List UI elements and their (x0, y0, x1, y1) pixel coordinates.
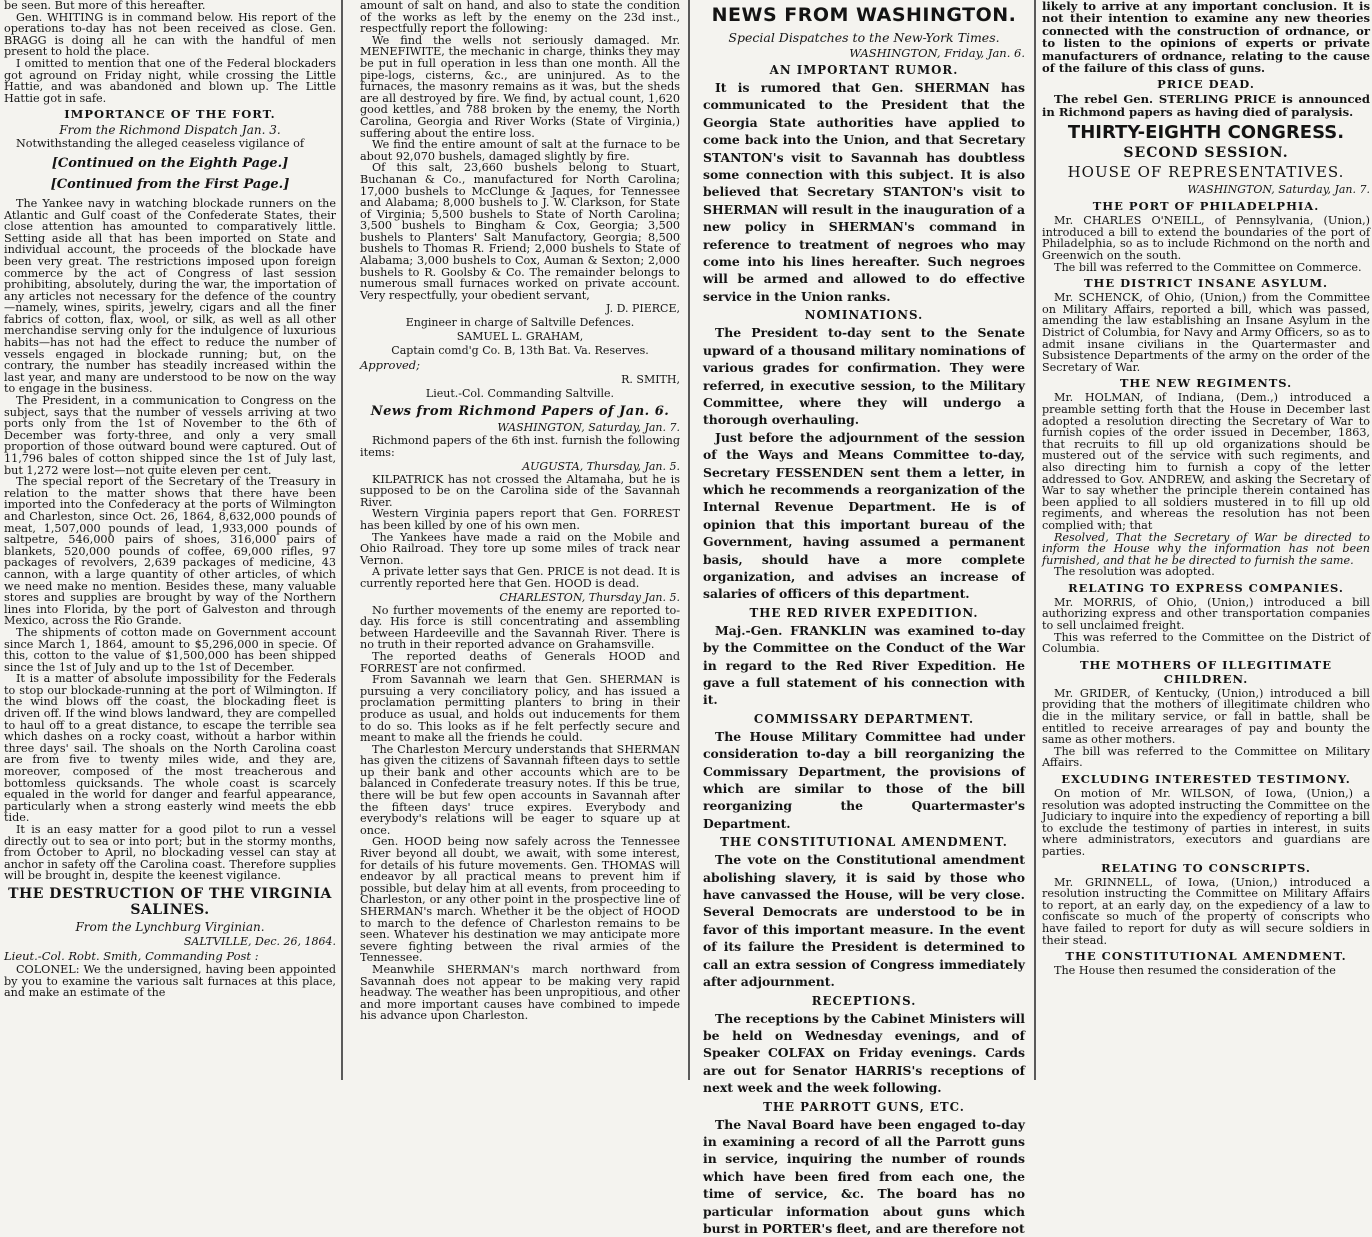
paragraph: Mr. GRIDER, of Kentucky, (Union,) introduced a bill providing that the mothers of illegitimate children who die in the military service, or fall in battle, shall be entitled to receive arrearages of pay and bounty the same as other mothers. (1042, 686, 1370, 747)
article-headline: THE DESTRUCTION OF THE VIRGINIA SALINES. (8, 885, 332, 918)
paragraph: The bill was referred to the Committee on Military Affairs. (1042, 744, 1370, 770)
dateline: WASHINGTON, Friday, Jan. 6. (849, 46, 1025, 60)
dateline: CHARLESTON, Thursday Jan. 5. (499, 590, 680, 604)
paragraph: be seen. But more of this hereafter. (4, 0, 206, 12)
paragraph: Mr. MORRIS, of Ohio, (Union,) introduced a bill authorizing express and other transportation companies to sell unclaimed freight. (1042, 595, 1370, 633)
paragraph: KILPATRICK has not crossed the Altamaha, but he is supposed to be on the Carolina side of the Savannah River. (360, 472, 680, 509)
dateline: AUGUSTA, Thursday, Jan. 5. (522, 459, 680, 473)
source-line: From the Lynchburg Virginian. (75, 919, 265, 934)
signature: R. SMITH, (621, 373, 680, 387)
paragraph: On motion of Mr. WILSON, of Iowa, (Union,) a resolution was adopted instructing the Committee on the Judiciary to inquire into the expediency of reporting a bill to exclude the testimony of parties in interest, in suits where administrators, executors and guardians are parties. (1042, 787, 1370, 858)
column-4 (1038, 0, 1372, 1080)
signature-title: Lieut.-Col. Commanding Saltville. (425, 387, 615, 401)
paragraph: COLONEL: We the undersigned, having been appointed by you to examine the various salt furnaces at this place, and make an estimate of the (4, 962, 336, 1000)
source-line: From the Richmond Dispatch Jan. 3. (59, 123, 281, 138)
paragraph: Resolved, That the Secretary of War be directed to inform the House why the information has not been furnished, and that he be directed to furnish the same. (1042, 530, 1370, 567)
addressee: Lieut.-Col. Robt. Smith, Commanding Post : (4, 948, 259, 963)
signature: J. D. PIERCE, (606, 302, 680, 316)
article-masthead: NEWS FROM WASHINGTON. (711, 4, 1017, 26)
paragraph: It is an easy matter for a good pilot to run a vessel directly out to sea or into port; but in the stormy months, from October to April, no blockading vessel can stay at anchor in safety off the Carolina coast. Therefore supplies will be brought in, despite the keenest vigilance. (4, 823, 336, 883)
paragraph: The special report of the Secretary of the Treasury in relation to the matter shows that there have been imported into the Confederacy at the ports of Wilmington and Charleston, since Oct. 26, 1864, 8,632,000 pounds of meat, 1,507,000 pounds of lead, 1,933,000 pounds of saltpetre, 546,000 pairs of shoes, 316,000 pairs of blankets, 520,000 pounds of coffee, 69,000 rifles, 97 packages of revolvers, 2,639 packages of medicine, 43 cannon, with a large quantity of other articles, of which we need make no mention. Besides these, many valuable stores and supplies are brought by way of the Northern lines into Florida, by the port of Galveston and through Mexico, across the Rio Grande. (4, 475, 336, 628)
signature-title: Captain comd'g Co. B, 13th Bat. Va. Reserves. (391, 344, 649, 358)
paragraph: It is a matter of absolute impossibility for the Federals to stop our blockade-running at the port of Wilmington. If the wind blows off the coast, the blockading fleet is driven off. If the wind blows landward, they are compelled to haul off to a great distance, to escape the terrible sea which dashes on a rocky coast, without a harbor within three days' sail. The shoals on the North Carolina coast are from five to twenty miles wide, and they are, moreover, composed of the most treacherous and bottomless quicksands. The whole coast is scarcely equaled in the world for danger and fearful appearance, particularly when a strong easterly wind meets the ebb tide. (4, 672, 336, 825)
dispatch-line: Special Dispatches to the New-York Times. (728, 30, 1000, 45)
continued-notice: [Continued on the Eighth Page.] (51, 155, 289, 171)
column-rule (341, 0, 343, 1080)
column-2 (346, 0, 686, 1080)
section-heading: THE PORT OF PHILADELPHIA. (1092, 199, 1320, 214)
article-headline: News from Richmond Papers of Jan. 6. (370, 404, 670, 420)
section-heading: THE DISTRICT INSANE ASYLUM. (1083, 276, 1329, 291)
paragraph: The bill was referred to the Committee on Commerce. (1054, 260, 1362, 274)
paragraph: Mr. HOLMAN, of Indiana, (Dem.,) introduced a preamble setting forth that the House in December last adopted a resolution directing the Secretary of War to furnish copies of the order issued in December, 1863, that recruits to fill up old organizations should be mustered out of the service with such regiments, and also directing him to furnish a copy of the letter addressed to Gov. ANDREW, and asking the Secretary of War to say whether the principle therein contained has been applied to all soldiers mustered in to fill up old regiments, and whereas the resolution has not been complied with; that (1042, 391, 1370, 532)
paragraph: Maj.-Gen. FRANKLIN was examined to-day by the Committee on the Conduct of the War in regard to the Red River Expedition. He gave a full statement of his connection with it. (703, 622, 1025, 708)
section-heading: PRICE DEAD. (1157, 77, 1255, 92)
column-3 (693, 0, 1033, 1236)
paragraph: Meanwhile SHERMAN's march northward from Savannah does not appear to be making very rapid headway. The weather has been unpropitious, and other and more important causes have combined to impede his advance upon Charleston. (360, 962, 680, 1023)
paragraph: We find the entire amount of salt at the furnace to be about 92,070 bushels, damaged slightly by fire. (360, 138, 680, 163)
section-heading: AN IMPORTANT RUMOR. (769, 63, 959, 77)
paragraph: The resolution was adopted. (1054, 565, 1215, 579)
paragraph: The Yankees have made a raid on the Mobile and Ohio Railroad. They tore up some miles of track near Vernon. (360, 530, 680, 567)
section-heading: IMPORTANCE OF THE FORT. (64, 107, 276, 122)
paragraph: The House then resumed the consideration of the (1054, 964, 1336, 978)
paragraph: The shipments of cotton made on Government account since March 1, 1864, amount to $5,296,000 in specie. Of this, cotton to the value of $1,500,000 has been shipped since the 1st of July and up to the 1st of December. (4, 625, 336, 674)
paragraph: This was referred to the Committee on the District of Columbia. (1042, 630, 1370, 656)
paragraph: The Naval Board have been engaged to-day in examining a record of all the Parrott guns in service, inquiring the number of rounds which have been fired from each one, the time of service, &c. The board has no particular information about guns which burst in PORTER's fleet, and are therefore not (703, 1116, 1025, 1236)
paragraph: The House Military Committee had under consideration to-day a bill reorganizing the Commissary Department, the provisions of which are similar to those of the bill reorganizing the Quartermaster's Department. (703, 728, 1025, 831)
paragraph: Gen. WHITING is in command below. His report of the operations to-day has not been received as close. Gen. BRAGG is doing all he can with the handful of men present to hold the place. (4, 10, 336, 59)
paragraph: Notwithstanding the alleged ceaseless vigilance of (16, 137, 305, 151)
column-1 (0, 0, 340, 1080)
continued-notice: [Continued from the First Page.] (50, 176, 290, 192)
paragraph: The vote on the Constitutional amendment abolishing slavery, it is said by those who have canvassed the House, will be very close. Several Democrats are understood to be in favor of this important measure. In the event of its failure the President is determined to call an extra session of Congress immediately after adjournment. (703, 852, 1025, 990)
signature: SAMUEL L. GRAHAM, (456, 330, 584, 344)
section-heading: COMMISSARY DEPARTMENT. (753, 711, 975, 726)
section-heading: THE RED RIVER EXPEDITION. (749, 605, 979, 620)
paragraph: Gen. HOOD being now safely across the Tennessee River beyond all doubt, we await, with some interest, for details of his future movements. Gen. THOMAS will endeavor by all practical means to prevent him if possible, but delay him at all events, from proceeding to Charleston, or any other point in the prospective line of SHERMAN's march. Whether it be the object of HOOD to march to the defence of Charleston remains to be seen. Whatever his destination we may anticipate more severe fighting between the rival armies of the Tennessee. (360, 835, 680, 965)
section-heading: RELATING TO EXPRESS COMPANIES. (1068, 580, 1344, 595)
paragraph: amount of salt on hand, and also to state the condition of the works as left by the enemy on the 23d inst., respectfully report the following: (360, 0, 680, 36)
paragraph: I omitted to mention that one of the Federal blockaders got aground on Friday night, while crossing the Little Hattie, and was abandoned and blown up. The Little Hattie got in safe. (4, 56, 336, 105)
paragraph: Just before the adjournment of the session of the Ways and Means Committee to-day, Secretary FESSENDEN sent them a letter, in which he recommends a reorganization of the Internal Revenue Department. He is of opinion that this important bureau of the Government, having assumed a permanent basis, should have a more complete organization, and advises an increase of salaries of officers of this department. (703, 429, 1025, 602)
paragraph: Mr. CHARLES O'NEILL, of Pennsylvania, (Union,) introduced a bill to extend the boundaries of the port of Philadelphia, so as to include Richmond on the north and Greenwich on the south. (1042, 214, 1370, 263)
paragraph: The rebel Gen. STERLING PRICE is announced in Richmond papers as having died of paralysis. (1042, 92, 1370, 119)
paragraph: From Savannah we learn that Gen. SHERMAN is pursuing a very conciliatory policy, and has issued a proclamation permitting planters to bring in their produce as usual, and holds out inducements for them to do so. This looks as if he felt perfectly secure and meant to make all the friends he could. (360, 673, 680, 745)
section-heading: THE NEW REGIMENTS. (1119, 376, 1293, 391)
paragraph: Mr. GRINNELL, of Iowa, (Union,) introduced a resolution instructing the Committee on Military Affairs to report, at an early day, on the expediency of a law to confiscate so much of the property of conscripts who have failed to report for duty as will secure soldiers in their stead. (1042, 875, 1370, 947)
paragraph: The receptions by the Cabinet Ministers will be held on Wednesday evenings, and of Speaker COLFAX on Friday evenings. Cards are out for Senator HARRIS's receptions of next week and the week following. (703, 1010, 1025, 1096)
paragraph: We find the wells not seriously damaged. Mr. MENEFIWITE, the mechanic in charge, thinks they may be put in full operation in less than one month. All the pipe-logs, cisterns, &c., are uninjured. As to the furnaces, the masonry remains as it was, but the sheds are all destroyed by fire. We find, by actual count, 1,620 good kettles, and 788 broken by the enemy, the North Carolina, Georgia and River Works (State of Virginia,) suffering about the entire loss. (360, 33, 680, 140)
section-heading: EXCLUDING INTERESTED TESTIMONY. (1061, 772, 1351, 786)
dateline: WASHINGTON, Saturday, Jan. 7. (497, 421, 680, 435)
section-heading: THE CONSTITUTIONAL AMENDMENT. (720, 835, 1008, 850)
paragraph: The President to-day sent to the Senate upward of a thousand military nominations of various grades for confirmation. They were referred, in executive session, to the Military Committee, where they will undergo a thorough overhauling. (703, 325, 1025, 428)
article-masthead: THIRTY-EIGHTH CONGRESS. (1067, 122, 1345, 144)
paragraph: A private letter says that Gen. PRICE is not dead. It is currently reported here that Gen. HOOD is dead. (360, 565, 680, 590)
section-heading: THE CONSTITUTIONAL AMENDMENT. (1065, 949, 1347, 964)
section-heading: THE MOTHERS OF ILLEGITIMATE CHILDREN. (1080, 657, 1332, 686)
dateline: SALTVILLE, Dec. 26, 1864. (183, 934, 336, 948)
section-heading: THE PARROTT GUNS, ETC. (763, 1099, 965, 1114)
approval-line: Approved; (360, 358, 420, 373)
paragraph: Western Virginia papers report that Gen. FORREST has been killed by one of his own men. (360, 507, 680, 532)
paragraph: It is rumored that Gen. SHERMAN has communicated to the President that the Georgia State authorities have applied to come back into the Union, and that Secretary STANTON's visit to Savannah has doubtless some connection with this subject. It is also believed that Secretary STANTON's visit to SHERMAN will result in the inauguration of a new policy in SHERMAN's command in reference to treatment of negroes who may come into his lines hereafter. Such negroes will be armed and allowed to do effective service in the Union ranks. (703, 80, 1025, 304)
paragraph: No further movements of the enemy are reported to-day. His force is still concentrating and assembling between Hardeeville and the Savannah River. There is no truth in their reported advance on Grahamsville. (360, 603, 680, 652)
paragraph: Of this salt, 23,660 bushels belong to Stuart, Buchanan & Co., manufactured for North Carolina; 17,000 bushels to McClunge & Jaques, for Tennessee and Alabama; 8,000 bushels to J. W. Clarkson, for State of Virginia; 5,500 bushels to State of North Carolina; 3,500 bushels to Bingham & Cox, Georgia; 3,500 bushels to Planters' Salt Manufactory, Georgia; 8,500 bushels to Thomas R. Friend; 2,000 bushels to State of Alabama; 3,000 bushels to Cox, Auman & Sexton; 2,000 bushels to R. Goolsby & Co. The remainder belongs to numerous small furnaces worked on private account. Very respectfully, your obedient servant, (360, 161, 680, 302)
signature-title: Engineer in charge of Saltville Defences. (405, 316, 635, 330)
paragraph: The President, in a communication to Congress on the subject, says that the number of vessels arriving at two ports only from the 1st of November to the 6th of December was forty-three, and only a very small proportion of those outward bound were captured. Out of 11,796 bales of cotton shipped since the 1st of July last, but 1,272 were lost—not quite eleven per cent. (4, 394, 336, 477)
paragraph: likely to arrive at any important conclusion. It is not their intention to examine any new theories connected with the construction of ordnance, or to listen to the opinions of experts or private manufacturers of ordnance, relating to the cause of the failure of this class of guns. (1042, 0, 1370, 76)
section-heading: RELATING TO CONSCRIPTS. (1101, 860, 1311, 875)
dateline: WASHINGTON, Saturday, Jan. 7. (1187, 183, 1370, 197)
section-heading: RECEPTIONS. (811, 993, 917, 1008)
paragraph: The Charleston Mercury understands that SHERMAN has given the citizens of Savannah fifteen days to settle up their bank and other accounts which are to be balanced in Confederate treasury notes. If this be true, there will be but few open accounts in Savannah after the fifteen days' truce expires. Everybody and everybody's relations will be eager to square up at once. (360, 742, 680, 837)
paragraph: Richmond papers of the 6th inst. furnish the following items: (360, 434, 680, 460)
section-heading: NOMINATIONS. (804, 308, 924, 323)
chamber-heading: HOUSE OF REPRESENTATIVES. (1067, 163, 1345, 182)
paragraph: The Yankee navy in watching blockade runners on the Atlantic and Gulf coast of the Confederate States, their close attention has amounted to comparatively little. Setting aside all that has been imported on State and individual account, the proceeds of the blockade have been very great. The restrictions imposed upon foreign commerce by the act of Congress of last session prohibiting, absolutely, during the war, the importation of any articles not necessary for the defence of the country—namely, wines, spirits, jewelry, cigars and all the finer fabrics of cotton, flax, wool, or silk, as well as all other merchandise serving only for the indulgence of luxurious habits—has not had the effect to reduce the number of vessels engaged in blockade running; but, on the contrary, the number has steadily increased within the last year, and many are understood to be now on the way to engage in the business. (4, 196, 336, 396)
paragraph: Mr. SCHENCK, of Ohio, (Union,) from the Committee on Military Affairs, reported a bill, which was passed, amending the law establishing an Insane Asylum in the District of Columbia, for Navy and Army Officers, so as to admit insane civilians in the Quartermaster and Subsistence Departments of the army on the order of the Secretary of War. (1042, 291, 1370, 374)
paragraph: The reported deaths of Generals HOOD and FORREST are not confirmed. (360, 649, 680, 675)
column-rule (1034, 0, 1036, 1080)
column-rule (688, 0, 690, 1080)
session-heading: SECOND SESSION. (1123, 145, 1289, 162)
